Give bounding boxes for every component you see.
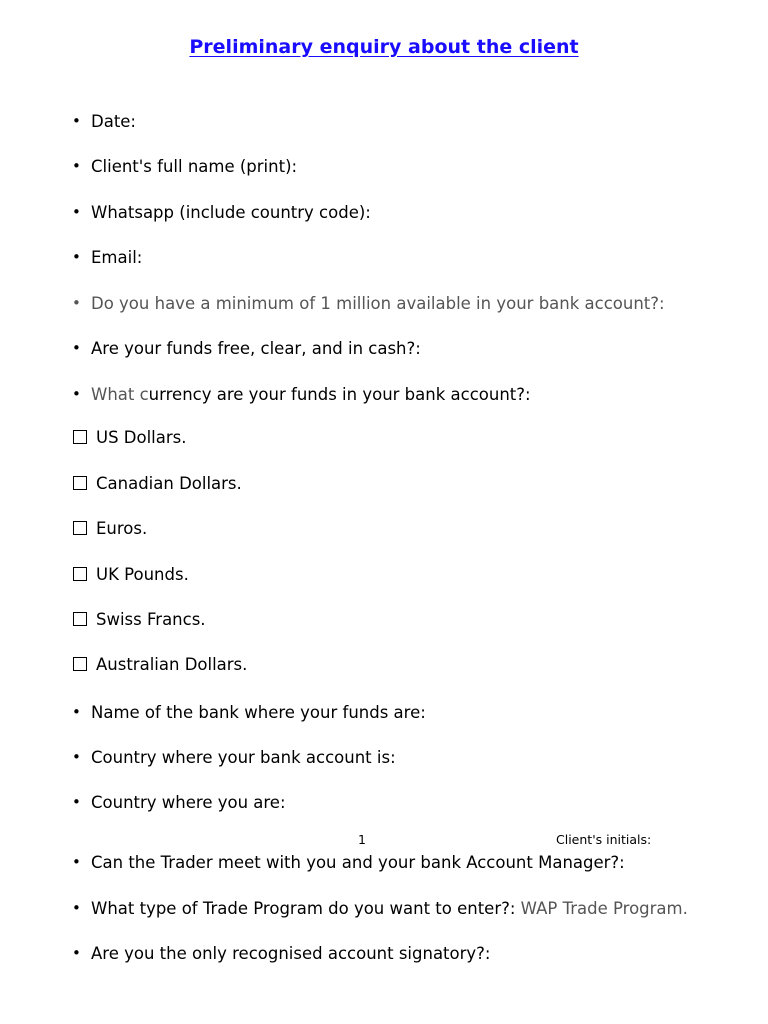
list-item-whatsapp bbox=[72, 202, 371, 223]
checkbox-option-swiss-francs[interactable] bbox=[72, 610, 206, 630]
bullet-icon: • bbox=[72, 294, 81, 312]
bullet-icon: • bbox=[72, 703, 81, 721]
item-label: Can the Trader meet with you and your bank Account Manager?: bbox=[91, 853, 625, 872]
bullet-icon: • bbox=[72, 157, 81, 175]
bullet-icon: • bbox=[72, 112, 81, 130]
item-label: urrency are your funds in your bank account?: bbox=[148, 385, 531, 404]
bullet-icon: • bbox=[72, 385, 81, 403]
checkbox-icon[interactable] bbox=[73, 430, 87, 444]
item-label: Are your funds free, clear, and in cash?: bbox=[91, 339, 421, 358]
list-item-client-country bbox=[72, 792, 286, 813]
item-answer: WAP Trade Program. bbox=[515, 899, 688, 918]
checkbox-option-australian-dollars[interactable] bbox=[72, 655, 247, 675]
item-label: Country where your bank account is: bbox=[91, 748, 396, 767]
list-item-bank-country bbox=[72, 747, 396, 768]
list-item-bank-name bbox=[72, 702, 426, 723]
item-label-prefix: What c bbox=[91, 385, 149, 404]
checkbox-label: Canadian Dollars. bbox=[96, 474, 242, 493]
list-item-minimum-funds bbox=[72, 293, 665, 314]
list-item-full-name bbox=[72, 156, 297, 177]
item-label: What type of Trade Program do you want to enter?: bbox=[91, 899, 516, 918]
item-label: Name of the bank where your funds are: bbox=[91, 703, 426, 722]
list-item-email bbox=[72, 247, 142, 268]
item-label: Country where you are: bbox=[91, 793, 286, 812]
bullet-icon: • bbox=[72, 339, 81, 357]
list-item-trader-meeting bbox=[72, 852, 625, 873]
client-initials-label: Client's initials: bbox=[556, 832, 652, 847]
item-label: Client's full name (print): bbox=[91, 157, 298, 176]
list-item-date bbox=[72, 111, 136, 132]
list-item-currency bbox=[72, 384, 531, 405]
checkbox-label: Australian Dollars. bbox=[96, 655, 248, 674]
bullet-icon: • bbox=[72, 853, 81, 871]
checkbox-label: UK Pounds. bbox=[96, 565, 189, 584]
checkbox-option-euros[interactable] bbox=[72, 519, 147, 539]
bullet-icon: • bbox=[72, 248, 81, 266]
bullet-icon: • bbox=[72, 899, 81, 917]
checkbox-icon[interactable] bbox=[73, 567, 87, 581]
checkbox-icon[interactable] bbox=[73, 521, 87, 535]
item-label: Email: bbox=[91, 248, 143, 267]
document-title: Preliminary enquiry about the client bbox=[189, 36, 579, 58]
bullet-icon: • bbox=[72, 748, 81, 766]
list-item-funds-clear bbox=[72, 338, 421, 359]
list-item-signatory bbox=[72, 943, 491, 964]
checkbox-label: US Dollars. bbox=[96, 428, 187, 447]
item-label: Do you have a minimum of 1 million available in your bank account?: bbox=[91, 294, 665, 313]
checkbox-option-canadian-dollars[interactable] bbox=[72, 474, 242, 494]
bullet-icon: • bbox=[72, 793, 81, 811]
item-label: Date: bbox=[91, 112, 136, 131]
page-number: 1 bbox=[358, 832, 366, 847]
bullet-icon: • bbox=[72, 203, 81, 221]
checkbox-icon[interactable] bbox=[73, 612, 87, 626]
checkbox-label: Euros. bbox=[96, 519, 148, 538]
checkbox-icon[interactable] bbox=[73, 476, 87, 490]
checkbox-icon[interactable] bbox=[73, 657, 87, 671]
list-item-trade-program bbox=[72, 898, 688, 919]
checkbox-option-us-dollars[interactable] bbox=[72, 428, 187, 448]
bullet-icon: • bbox=[72, 944, 81, 962]
item-label: Whatsapp (include country code): bbox=[91, 203, 371, 222]
item-label: Are you the only recognised account signatory?: bbox=[91, 944, 491, 963]
checkbox-label: Swiss Francs. bbox=[96, 610, 206, 629]
checkbox-option-uk-pounds[interactable] bbox=[72, 565, 189, 585]
